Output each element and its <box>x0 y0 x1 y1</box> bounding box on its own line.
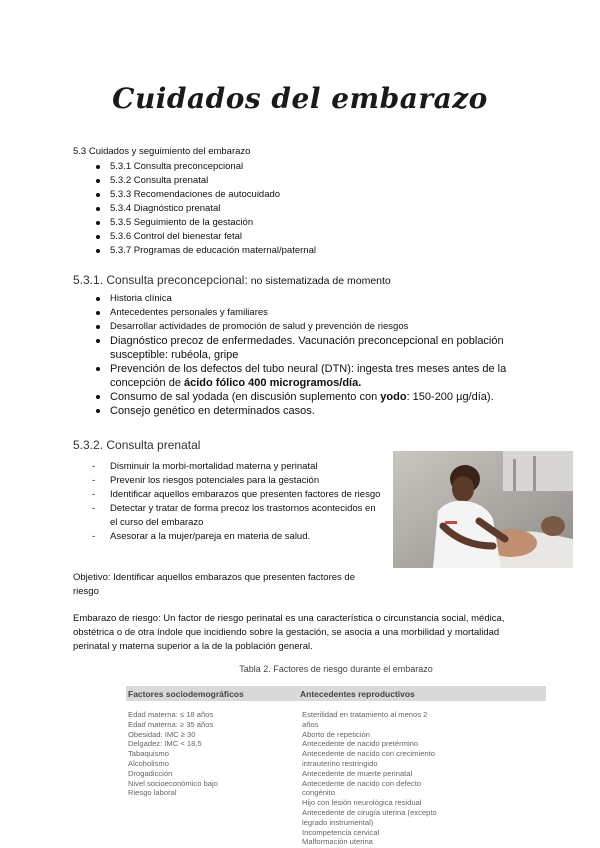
salt-suffix: : 150-200 µg/día). <box>406 391 494 403</box>
table-cell: Tabaquismo <box>128 749 169 759</box>
page-title: Cuidados del embarazo <box>112 82 488 115</box>
table-cell: Edad materna: ≤ 18 años <box>128 710 214 719</box>
list-item-salt <box>92 390 522 404</box>
list-item: - Disminuir la morbi-mortalidad materna y perinatal <box>92 460 382 474</box>
list-item: Diagnóstico precoz de enfermedades. Vacunación preconcepcional en población susceptible: rubéola, gripe <box>92 334 522 362</box>
table-cell: Incompetencia cervical <box>302 827 380 837</box>
list-item: Antecedentes personales y familiares <box>92 306 522 320</box>
table-cell: Nivel socioeconómico bajo <box>128 778 218 788</box>
toc-heading: 5.3 Cuidados y seguimiento del embarazo <box>73 146 251 157</box>
risk-definition: Embarazo de riesgo: Un factor de riesgo perinatal es una característica o circunstancia social, médica, obstétrica o de otra índole que incidiendo sobre la gestación, se asocia a una morbilidad y mortalidad perinatal y materna superior a la de la población general. <box>73 613 505 652</box>
table-cell: Edad materna: ≥ 35 años <box>128 719 214 729</box>
prenatal-list <box>92 460 382 544</box>
list-item-dtn <box>92 362 522 390</box>
toc-item[interactable]: 5.3.7 Programas de educación maternal/paternal <box>92 244 316 258</box>
table-cell: congénito <box>302 788 335 798</box>
section-heading-preconcepcional <box>73 273 391 287</box>
table-cell: intrauterino restringido <box>302 758 378 768</box>
toc-item[interactable]: 5.3.1 Consulta preconcepcional <box>92 160 316 174</box>
salt-bold: yodo <box>380 391 407 403</box>
dtn-bold: ácido fólico 400 microgramos/día. <box>184 377 362 389</box>
col-header-reproductive: Antecedentes reproductivos <box>300 688 415 699</box>
col-header-sociodemographic: Factores sociodemográficos <box>128 688 244 699</box>
section-heading-tail: no sistematizada de momento <box>247 275 391 287</box>
table-cell: Antecedente de cirugía uterina (excepto <box>302 807 437 817</box>
toc-item[interactable]: 5.3.4 Diagnóstico prenatal <box>92 202 316 216</box>
list-item: Consejo genético en determinados casos. <box>92 404 522 418</box>
list-item: - Detectar y tratar de forma precoz los trastornos acontecidos en el curso del embarazo <box>92 502 382 530</box>
table-cell: legrado instrumental) <box>302 817 374 827</box>
toc-item[interactable]: 5.3.3 Recomendaciones de autocuidado <box>92 188 316 202</box>
toc-item[interactable]: 5.3.2 Consulta prenatal <box>92 174 316 188</box>
list-item: - Identificar aquellos embarazos que presenten factores de riesgo <box>92 488 382 502</box>
table-cell: Obesidad: IMC ≥ 30 <box>128 729 196 739</box>
risk-factors-table <box>126 664 546 847</box>
table-cell: años <box>302 719 319 729</box>
toc-item[interactable]: 5.3.5 Seguimiento de la gestación <box>92 216 316 230</box>
nurse-patient-illustration <box>393 451 573 568</box>
list-item: - Prevenir los riesgos potenciales para la gestación <box>92 474 382 488</box>
table-caption: Tabla 2. Factores de riesgo durante el embarazo <box>239 664 433 674</box>
preconcepcional-list <box>92 292 522 418</box>
toc-item[interactable]: 5.3.6 Control del bienestar fetal <box>92 230 316 244</box>
salt-text: Consumo de sal yodada (en discusión suplemento con <box>110 391 381 403</box>
section-heading-text: 5.3.1. Consulta preconcepcional: <box>73 273 248 287</box>
toc-list <box>92 160 316 258</box>
table-cell: Malformación uterina <box>302 837 373 847</box>
table-cell: Drogadicción <box>128 768 173 778</box>
sociodemographic-column <box>126 710 302 847</box>
list-item: Desarrollar actividades de promoción de salud y prevención de riesgos <box>92 320 522 334</box>
list-item: Historia clínica <box>92 292 522 306</box>
table-cell: Antecedente de nacido pretérmino <box>302 739 419 749</box>
list-item: - Asesorar a la mujer/pareja en materia de salud. <box>92 530 382 544</box>
section-heading-prenatal: 5.3.2. Consulta prenatal <box>73 438 201 452</box>
dtn-text: Prevención de los defectos del tubo neural (DTN): ingesta tres meses antes de la concepción de <box>110 363 507 389</box>
prenatal-photo <box>393 451 573 568</box>
table-cell: Esterilidad en tratamiento al menos 2 <box>302 710 428 719</box>
table-cell: Aborto de repetición <box>302 729 370 739</box>
table-cell: Antecedente de muerte perinatal <box>302 768 413 778</box>
reproductive-column <box>302 710 542 847</box>
table-body <box>126 710 546 847</box>
objective-text: Objetivo: Identificar aquellos embarazos que presenten factores de riesgo <box>73 572 355 597</box>
table-cell: Riesgo laboral <box>128 788 177 798</box>
table-cell: Antecedente de nacido con defecto <box>302 778 422 788</box>
table-cell: Alcoholismo <box>128 758 169 768</box>
table-cell: Antecedente de nacido con crecimiento <box>302 749 435 759</box>
table-header <box>126 686 546 701</box>
table-cell: Delgadez: IMC < 18,5 <box>128 739 202 749</box>
table-cell: Hijo con lesión neurológica residual <box>302 798 422 808</box>
